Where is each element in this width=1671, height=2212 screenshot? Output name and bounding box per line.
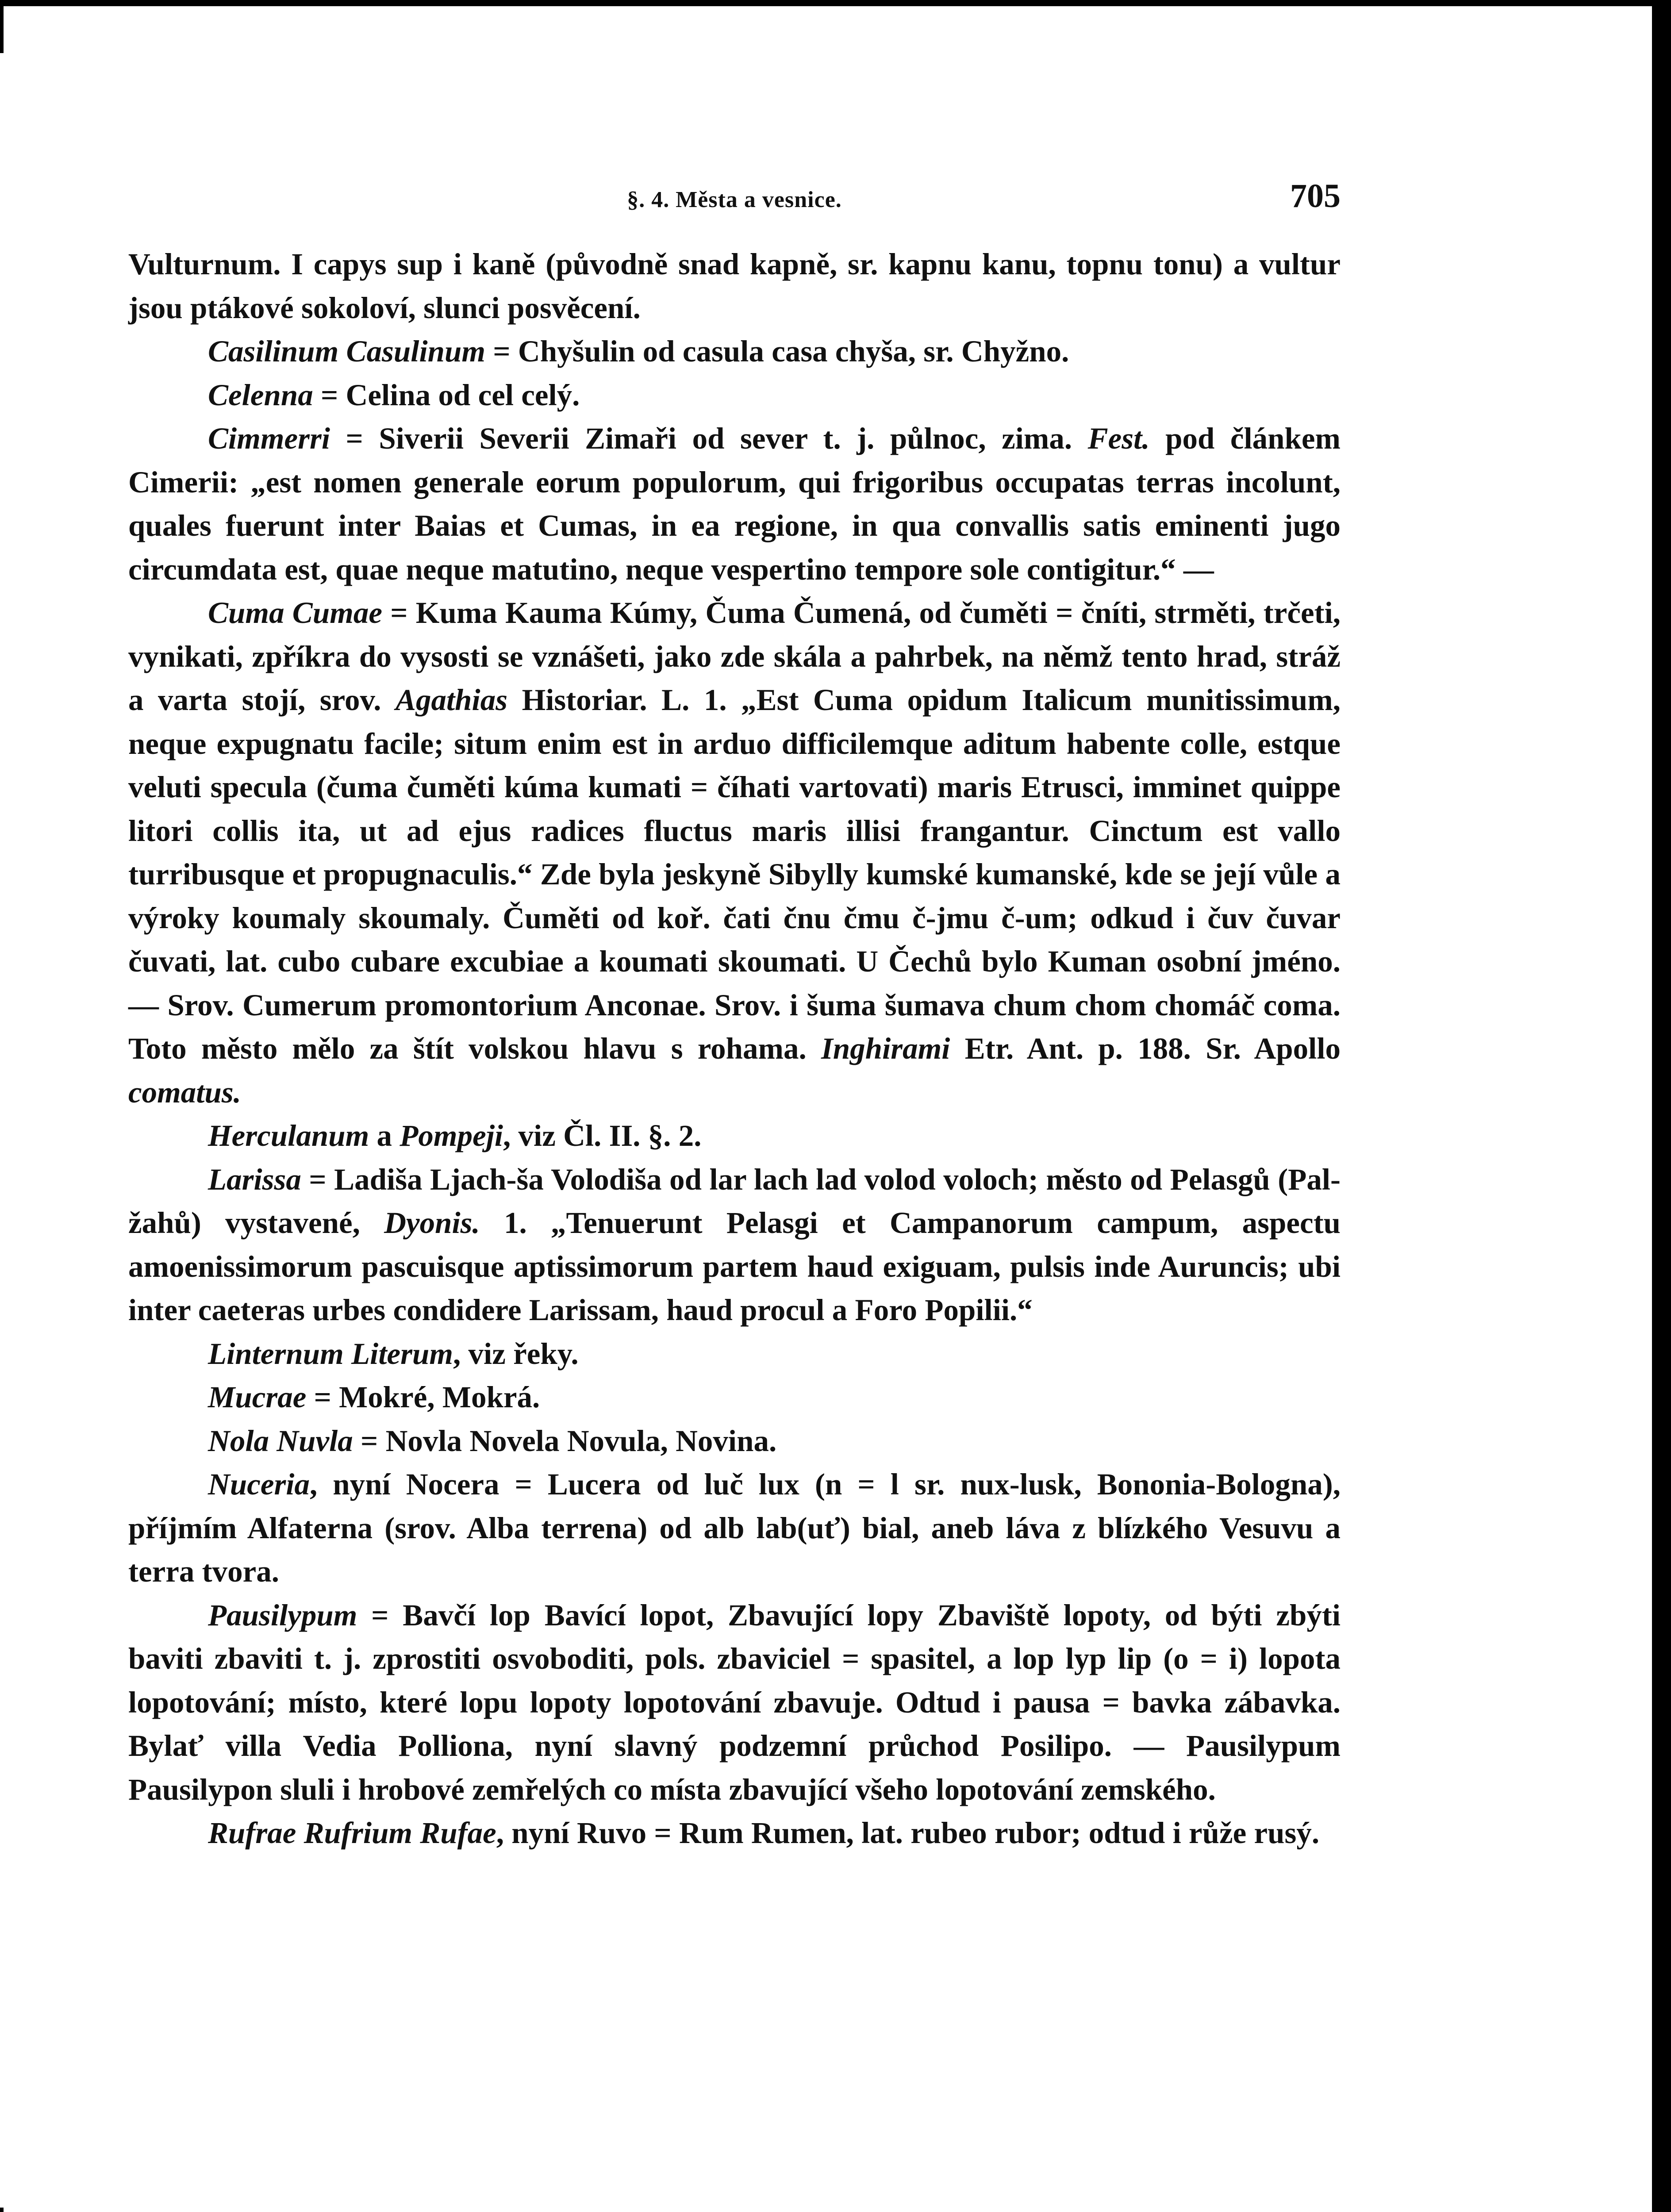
text-run: Vulturnum. I capys sup i kaně (původně snad kapně, sr. kapnu kanu, topnu tonu) a vultur jsou ptákové sokoloví, slunci posvěcení. xyxy=(128,247,1341,325)
page-body xyxy=(128,242,1341,1855)
italic-term: Celenna xyxy=(208,378,313,412)
text-run: = Siverii Severii Zimaři od sever t. j. půlnoc, zima. xyxy=(330,422,1088,455)
text-run: , viz Čl. II. §. 2. xyxy=(503,1119,702,1152)
italic-term: Inghirami xyxy=(821,1032,950,1065)
paragraph-p5 xyxy=(128,1114,1341,1158)
italic-term: Cimmerri xyxy=(208,422,330,455)
italic-term: Nuceria xyxy=(208,1467,310,1501)
paragraph-p1 xyxy=(128,330,1341,373)
italic-term: Larissa xyxy=(208,1162,301,1196)
paragraph-p8 xyxy=(128,1375,1341,1419)
text-run: , nyní Nocera = Lucera od luč lux (n = l sr. nux-lusk, Bononia-Bologna), příjmím Alfaterna (srov. Alba terrena) od alb lab(uť) bial, aneb láva z blízkého Vesuvu a terra tvora. xyxy=(128,1467,1341,1588)
italic-term: Dyonis. xyxy=(384,1206,480,1240)
page-number: 705 xyxy=(1290,177,1341,215)
italic-term: Rufrae Rufrium Rufae xyxy=(208,1816,496,1850)
text-run: = Celina od cel celý. xyxy=(313,378,580,412)
paragraph-p4 xyxy=(128,591,1341,1114)
italic-term: Cuma Cumae xyxy=(208,596,382,630)
paragraph-p7 xyxy=(128,1332,1341,1376)
text-run: = Kuma Kauma Kúmy, Čuma Čumená, od čuměti = čníti, strměti, trčeti, vynikati, zpříkra do vysosti se vznášeti, jako zde skála a pahrbek, na němž tento hrad, stráž a varta stojí, srov. xyxy=(128,596,1341,717)
paragraph-p9 xyxy=(128,1419,1341,1463)
running-head: §. 4. Města a vesnice. xyxy=(627,187,842,212)
scan-border-left-top xyxy=(0,0,4,53)
italic-term: Pompeji xyxy=(400,1119,503,1152)
text-run: a xyxy=(369,1119,400,1152)
paragraph-p12 xyxy=(128,1811,1341,1855)
text-run: 1. „Tenuerunt Pelasgi et Campanorum campum, aspectu amoenissimorum pascuisque aptissimorum partem haud exiguam, pulsis inde Auruncis; ubi inter caeteras urbes condidere Larissam, haud procul a Foro Popilii.“ xyxy=(128,1206,1341,1327)
text-run: pod článkem Cimerii: „est nomen generale eorum populorum, qui frigoribus occupatas terras incolunt, quales fuerunt inter Baias et Cumas, in ea regione, in qua convallis satis eminenti jugo circumdata est, quae neque matutino, neque vespertino tempore sole contigitur.“ — xyxy=(128,422,1341,586)
text-run: = Mokré, Mokrá. xyxy=(306,1380,540,1414)
scan-border-top xyxy=(0,0,1671,6)
text-run: = Ladiša Ljach-ša Volodiša od lar lach lad volod voloch; město od Pelasgů (Pal-žahů) vystavené, xyxy=(128,1162,1341,1240)
text-run: = Bavčí lop Bavící lopot, Zbavující lopy Zbaviště lopoty, od býti zbýti baviti zbaviti t. j. zprostiti osvoboditi, pols. zbaviciel = spasitel, a lop lyp lip (o = i) lopota lopotování; místo, které lopu lopoty lopotování zbavuje. Odtud i pausa = bavka zábavka. Bylať villa Vedia Polliona, nyní slavný podzemní průchod Posilipo. — Pausilypum Pausilypon sluli i hrobové zemřelých co místa zbavující všeho lopotování zemského. xyxy=(128,1598,1341,1806)
text-run: Historiar. L. 1. „Est Cuma opidum Italicum munitissimum, neque expugnatu facile; situm enim est in arduo difficilemque aditum habente colle, estque veluti specula (čuma čuměti kúma kumati = číhati vartovati) maris Etrusci, imminet quippe litori collis ita, ut ad ejus radices fluctus maris illisi frangantur. Cinctum est vallo turribusque et propugnaculis.“ Zde byla jeskyně Sibylly kumské kumanské, kde se její vůle a výroky koumaly skoumaly. Čuměti od koř. čati čnu čmu č-jmu č-um; odkud i čuv čuvar čuvati, lat. cubo cubare excubiae a koumati skoumati. U Čechů bylo Kuman osobní jméno. — Srov. Cumerum promontorium Anconae. Srov. i šuma šumava chum chom chomáč coma. Toto město mělo za štít volskou hlavu s rohama. xyxy=(128,683,1341,1065)
italic-term: Fest. xyxy=(1087,422,1150,455)
paragraph-p3 xyxy=(128,417,1341,591)
paragraph-p11 xyxy=(128,1594,1341,1812)
italic-term: Nola Nuvla xyxy=(208,1424,353,1458)
page-header xyxy=(128,177,1341,226)
paragraph-p10 xyxy=(128,1463,1341,1594)
text-run: , nyní Ruvo = Rum Rumen, lat. rubeo rubor; odtud i růže rusý. xyxy=(496,1816,1320,1850)
italic-term: Herculanum xyxy=(208,1119,369,1152)
italic-term: comatus. xyxy=(128,1075,241,1109)
text-run: , viz řeky. xyxy=(453,1336,579,1371)
italic-term: Casilinum Casulinum xyxy=(208,334,486,368)
paragraph-p2 xyxy=(128,373,1341,417)
text-run: = Chyšulin od casula casa chyša, sr. Chyžno. xyxy=(485,334,1069,368)
italic-term: Pausilypum xyxy=(208,1598,357,1632)
text-run: Etr. Ant. p. 188. Sr. Apollo xyxy=(950,1032,1341,1065)
scan-border-left-bottom xyxy=(0,2208,4,2212)
paragraph-p0 xyxy=(128,242,1341,330)
paragraph-p6 xyxy=(128,1158,1341,1332)
text-run: = Novla Novela Novula, Novina. xyxy=(353,1424,777,1458)
italic-term: Mucrae xyxy=(208,1380,307,1414)
scan-border-right xyxy=(1652,0,1671,2212)
italic-term: Linternum Literum xyxy=(208,1336,453,1371)
italic-term: Agathias xyxy=(395,683,508,717)
